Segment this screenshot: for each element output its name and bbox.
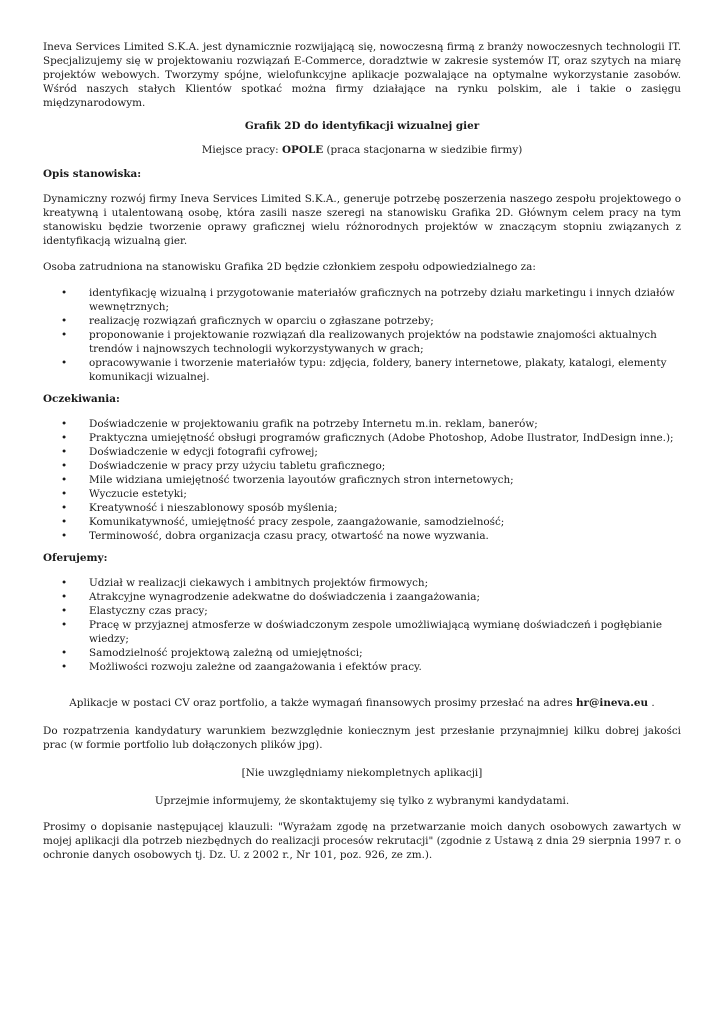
list-item: • Praktyczna umiejętność obsługi programów graficznych (Adobe Photoshop, Adobe Ilustrator, IndDesign inne.); bbox=[61, 432, 674, 444]
bullet-icon: • bbox=[61, 661, 68, 673]
list-item: • opracowywanie i tworzenie materiałów typu: zdjęcia, foldery, banery internetowe, plakaty, katalogi, elementy komunikacji wizualnej. bbox=[61, 357, 667, 383]
bullet-icon: • bbox=[61, 329, 68, 341]
list-item: • Terminowość, dobra organizacja czasu pracy, otwartość na nowe wyzwania. bbox=[61, 530, 489, 542]
incomplete-applications-note: [Nie uwzględniamy niekompletnych aplikacji] bbox=[241, 767, 483, 779]
job-title: Grafik 2D do identyfikacji wizualnej gier bbox=[244, 120, 480, 132]
offer-list bbox=[43, 576, 681, 674]
bullet-icon: • bbox=[61, 619, 68, 631]
list-item: • Kreatywność i nieszablonowy sposób myślenia; bbox=[61, 502, 338, 514]
list-item: • Udział w realizacji ciekawych i ambitnych projektów firmowych; bbox=[61, 577, 429, 589]
bullet-icon: • bbox=[61, 460, 68, 472]
bullet-icon: • bbox=[61, 287, 68, 299]
bullet-icon: • bbox=[61, 315, 68, 327]
bullet-icon: • bbox=[61, 605, 68, 617]
list-item: • Mile widziana umiejętność tworzenia layoutów graficznych stron internetowych; bbox=[61, 474, 514, 486]
expectations-list bbox=[43, 417, 681, 543]
bullet-icon: • bbox=[61, 516, 68, 528]
list-item: • realizację rozwiązań graficznych w oparciu o zgłaszane potrzeby; bbox=[61, 315, 434, 327]
location-label: Miejsce pracy: bbox=[201, 144, 279, 156]
application-instructions bbox=[43, 696, 681, 710]
list-item: • Elastyczny czas pracy; bbox=[61, 605, 208, 617]
intro-paragraph: Ineva Services Limited S.K.A. jest dynamicznie rozwijającą się, nowoczesną firmą z branży nowoczesnych technologii IT. Specjalizujemy się w projektowaniu rozwiązań E-Commerce, doradztwie w zakresie systemów IT, oraz szytych na miarę projektów webowych. Tworzymy spójne, wielofunkcyjne aplikacje pozwalające na optymalne wykorzystanie zasobów. Wśród naszych stałych Klientów spotkać można firmy działające na rynku polskim, ale i takie o zasięgu międzynarodowym. bbox=[43, 41, 681, 109]
expectations-heading: Oczekiwania: bbox=[43, 393, 120, 405]
list-item: • Wyczucie estetyki; bbox=[61, 488, 187, 500]
list-item: • proponowanie i projektowanie rozwiązań dla realizowanych projektów na podstawie znajomości aktualnych trendów i najnowszych technologii wykorzystywanych w grach; bbox=[61, 329, 657, 355]
offer-heading: Oferujemy: bbox=[43, 552, 108, 564]
gdpr-clause: Prosimy o dopisanie następującej klauzuli: "Wyrażam zgodę na przetwarzanie moich danych osobowych zawartych w mojej aplikacji dla potrzeb niezbędnych do realizacji procesów rekrutacji" (zgodnie z Ustawą z dnia 29 sierpnia 1997 r. o ochronie danych osobowych tj. Dz. U. z 2002 r., Nr 101, poz. 926, ze zm.). bbox=[43, 821, 681, 861]
portfolio-requirement: Do rozpatrzenia kandydatury warunkiem bezwzględnie koniecznym jest przesłanie przynajmniej kilku dobrej jakości prac (w formie portfolio lub dołączonych plików jpg). bbox=[43, 725, 681, 751]
work-location bbox=[43, 143, 681, 157]
responsibilities-intro: Osoba zatrudniona na stanowisku Grafika 2D będzie członkiem zespołu odpowiedzialnego za: bbox=[43, 261, 536, 273]
bullet-icon: • bbox=[61, 488, 68, 500]
location-city: OPOLE bbox=[282, 144, 324, 156]
bullet-icon: • bbox=[61, 591, 68, 603]
location-note: (praca stacjonarna w siedzibie firmy) bbox=[326, 144, 523, 156]
description-heading: Opis stanowiska: bbox=[43, 168, 142, 180]
apply-end: . bbox=[651, 697, 655, 709]
bullet-icon: • bbox=[61, 502, 68, 514]
list-item: • Samodzielność projektową zależną od umiejętności; bbox=[61, 647, 363, 659]
list-item: • Doświadczenie w projektowaniu grafik na potrzeby Internetu m.in. reklam, banerów; bbox=[61, 418, 538, 430]
responsibilities-list bbox=[43, 286, 681, 384]
list-item: • identyfikację wizualną i przygotowanie materiałów graficznych na potrzeby działu marketingu i innych działów wewnętrznych; bbox=[61, 287, 675, 313]
bullet-icon: • bbox=[61, 446, 68, 458]
list-item: • Atrakcyjne wynagrodzenie adekwatne do doświadczenia i zaangażowania; bbox=[61, 591, 481, 603]
bullet-icon: • bbox=[61, 577, 68, 589]
contact-note: Uprzejmie informujemy, że skontaktujemy się tylko z wybranymi kandydatami. bbox=[154, 795, 570, 807]
list-item: • Doświadczenie w edycji fotografii cyfrowej; bbox=[61, 446, 318, 458]
apply-text: Aplikacje w postaci CV oraz portfolio, a także wymagań finansowych prosimy przesłać na adres bbox=[69, 697, 573, 709]
bullet-icon: • bbox=[61, 530, 68, 542]
description-paragraph: Dynamiczny rozwój firmy Ineva Services Limited S.K.A., generuje potrzebę poszerzenia naszego zespołu projektowego o kreatywną i utalentowaną osobę, która zasili nasze szeregi na stanowisku Grafika 2D. Głównym celem pracy na tym stanowisku będzie tworzenie oprawy graficznej wielu różnorodnych projektów w znaczącym stopniu związanych z identyfikacją wizualną gier. bbox=[43, 193, 681, 247]
list-item: • Doświadczenie w pracy przy użyciu tabletu graficznego; bbox=[61, 460, 386, 472]
list-item: • Pracę w przyjaznej atmosferze w doświadczonym zespole umożliwiającą wymianę doświadczeń i pogłębianie wiedzy; bbox=[61, 619, 663, 645]
bullet-icon: • bbox=[61, 647, 68, 659]
bullet-icon: • bbox=[61, 474, 68, 486]
bullet-icon: • bbox=[61, 418, 68, 430]
apply-email-link[interactable]: hr@ineva.eu bbox=[575, 697, 649, 709]
bullet-icon: • bbox=[61, 432, 68, 444]
list-item: • Możliwości rozwoju zależne od zaangażowania i efektów pracy. bbox=[61, 661, 422, 673]
list-item: • Komunikatywność, umiejętność pracy zespole, zaangażowanie, samodzielność; bbox=[61, 516, 505, 528]
bullet-icon: • bbox=[61, 357, 68, 369]
